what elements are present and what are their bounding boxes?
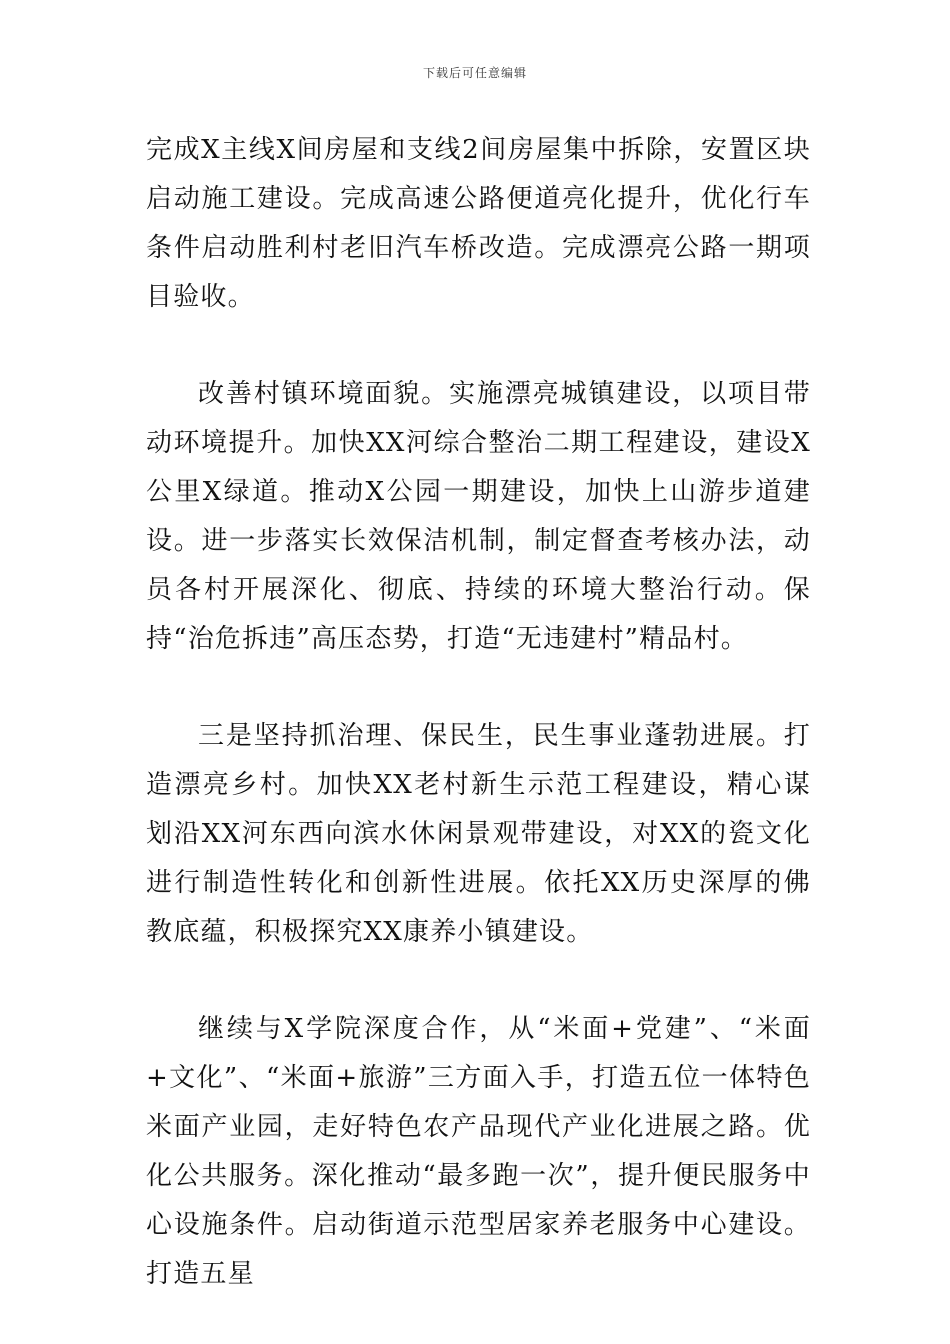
paragraph-2: 改善村镇环境面貌。实施漂亮城镇建设，以项目带动环境提升。加快XX河综合整治二期工程建设，建设X公里X绿道。推动X公园一期建设，加快上山游步道建设。进一步落实长效保洁机制，制定督查考核办法，动员各村开展深化、彻底、持续的环境大整治行动。保持“治危拆违”高压态势，打造“无违建村”精品村。 (146, 379, 811, 654)
paragraph-gap (146, 664, 811, 712)
paragraph-4: 继续与X学院深度合作，从“米面+党建”、“米面+文化”、“米面+旅游”三方面入手，打造五位一体特色米面产业园，走好特色农产品现代产业化进展之路。优化公共服务。深化推动“最多跑一次”，提升便民服务中心设施条件。启动街道示范型居家养老服务中心建设。打造五星 (146, 1014, 811, 1289)
document-body (146, 126, 811, 1299)
paragraph-gap (146, 322, 811, 370)
paragraph-1: 完成X主线X间房屋和支线2间房屋集中拆除，安置区块启动施工建设。完成高速公路便道亮化提升，优化行车条件启动胜利村老旧汽车桥改造。完成漂亮公路一期项目验收。 (146, 135, 811, 312)
paragraph-3: 三是坚持抓治理、保民生，民生事业蓬勃进展。打造漂亮乡村。加快XX老村新生示范工程建设，精心谋划沿XX河东西向滨水休闲景观带建设，对XX的瓷文化进行制造性转化和创新性进展。依托XX历史深厚的佛教底蕴，积极探究XX康养小镇建设。 (146, 721, 811, 947)
page-header: 下载后可任意编辑 (422, 66, 527, 80)
paragraph-gap (146, 957, 811, 1005)
